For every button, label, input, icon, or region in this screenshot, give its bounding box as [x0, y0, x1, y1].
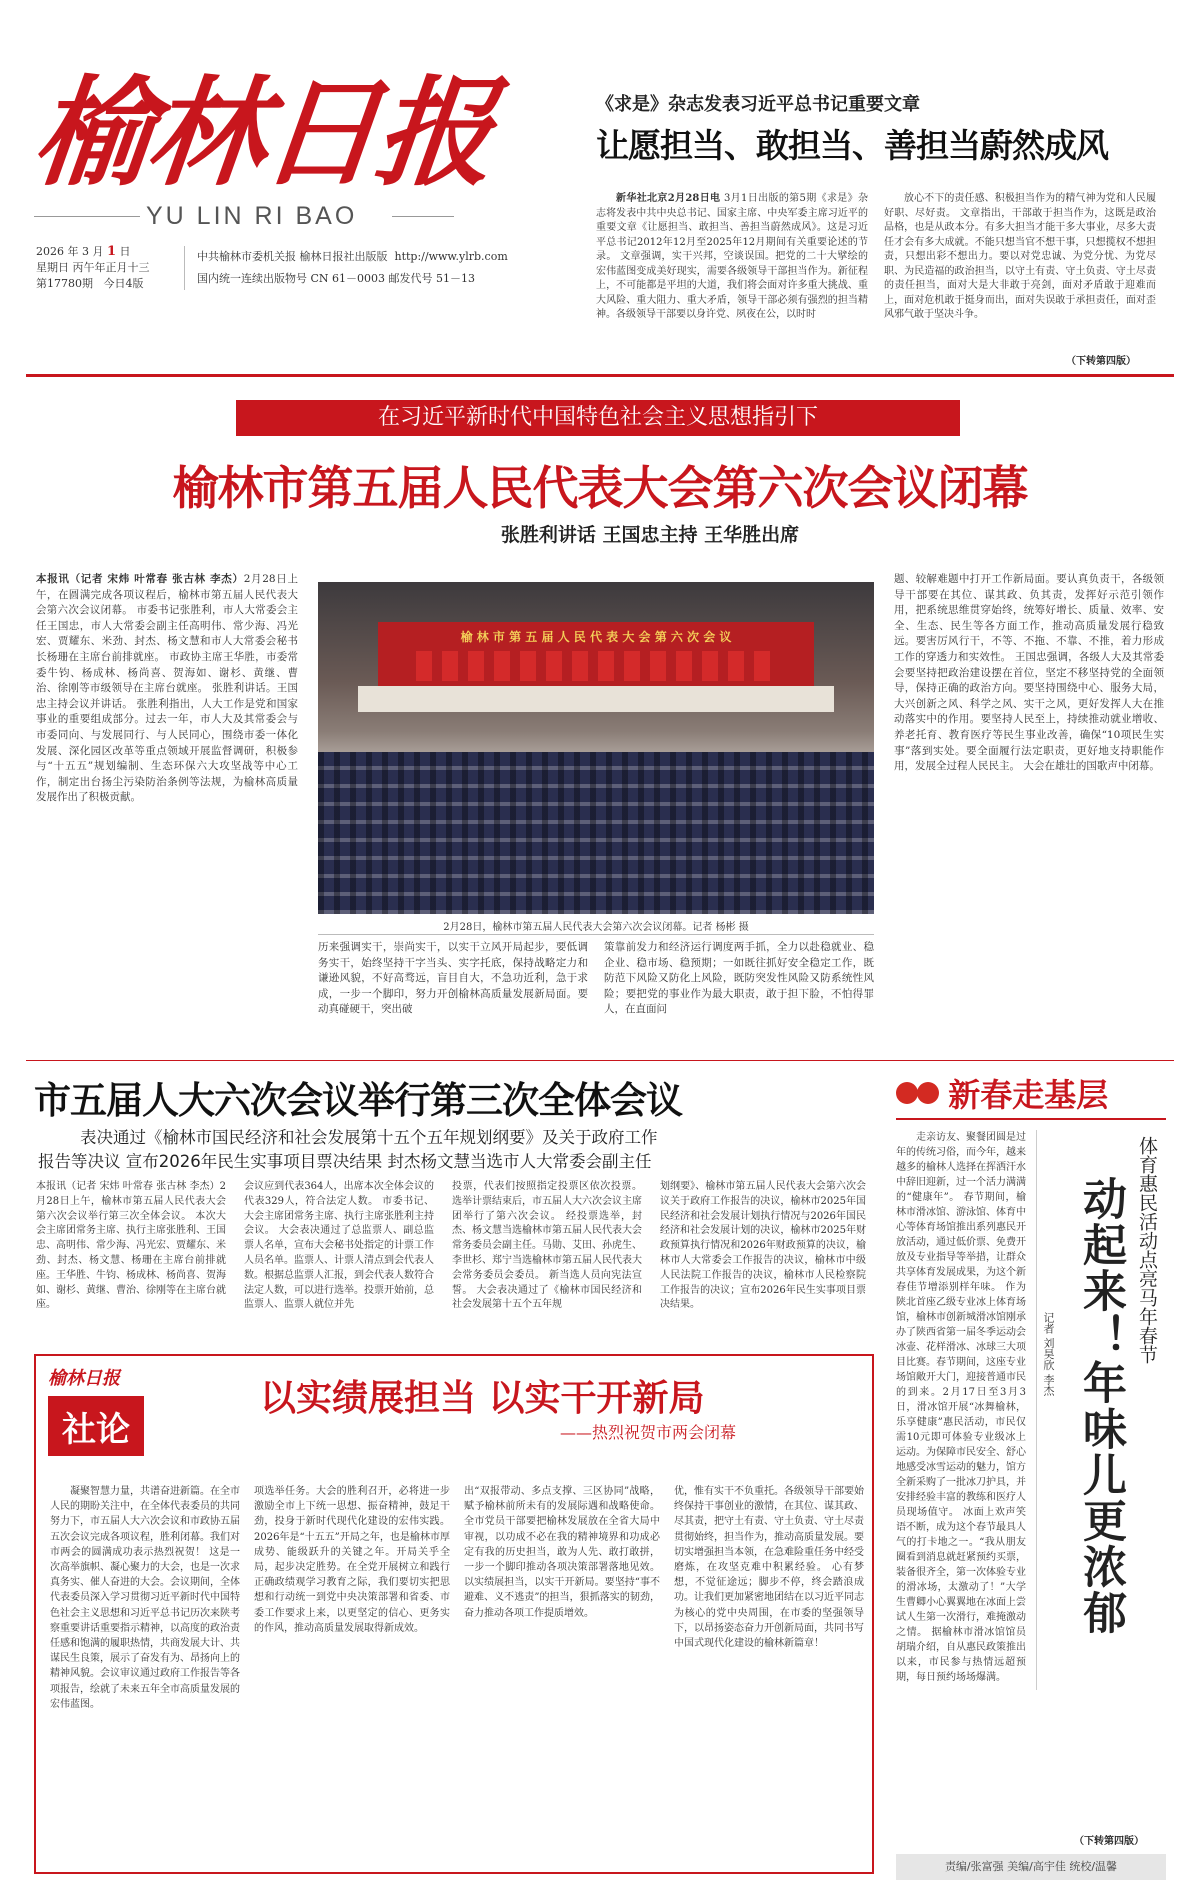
issue-date-suffix: 日 — [119, 245, 131, 258]
editorial-text-3: 出“双报带动、多点支撑、三区协同”战略，赋予榆林前所未有的发展际遇和战略使命。全市党员干部要把榆林发展放在全省大局中审视，以功成不必在我的精神境界和功成必定有我的历史担当，敢为人先、敢打敢拼，一步一个脚印推动各项决策部署落地见效。 以实绩展担当，以实干开新局。要坚持“事不避难、义不逃责”的担当，狠抓落实的韧劲，奋力推动各项工作提质增效。 — [464, 1486, 660, 1619]
feature-badge-rule — [896, 1118, 1166, 1120]
story2-column-4 — [660, 1180, 866, 1332]
photo-flags — [416, 651, 776, 681]
issue-pages: 今日4版 — [103, 277, 144, 290]
banner-kicker: 在习近平新时代中国特色社会主义思想指引下 — [377, 405, 818, 430]
editorial-tag-box — [48, 1396, 144, 1456]
publisher-info — [184, 246, 584, 290]
lead-column-2 — [884, 192, 1156, 352]
editorial-column-3 — [464, 1484, 660, 1864]
feature-headline-small — [1134, 1136, 1164, 1436]
lantern-icon-2 — [917, 1082, 939, 1104]
lead-text-2: 放心不下的责任感、积极担当作为的精气神为党和人民履好职、尽好责。 文章指出，干部敢于担当作为，这既是政治品格，也是从政本分。有多大担当才能干多大事业，尽多大责任才会有多大成就。不能只想当官不想干事，只想揽权不想担责，只想出彩不想出力。要以对党忠诚、为党分忧、为党尽职、为民造福的政治担当，以守土有责、守土负责、守土尽责的责任担当，面对大是大非敢于亮剑，面对矛盾敢于迎难而上，面对危机敢于挺身而出，面对失误敢于承担责任，面对歪风邪气敢于坚决斗争。 — [884, 193, 1156, 320]
editorial-headline: 以实绩展担当 以实干开新局 — [260, 1377, 705, 1419]
footer-bar — [896, 1854, 1166, 1880]
lantern-icon — [896, 1082, 918, 1104]
editorial-text-1: 凝聚智慧力量，共谱奋进新篇。在全市人民的期盼关注中，在全体代表委员的共同努力下，市五届人大六次会议和市政协五届五次会议完成各项议程，胜利闭幕。我们对市两会的圆满成功表示热烈祝贺！ 这是一次高举旗帜、凝心聚力的大会，也是一次求真务实、催人奋进的大会。会议期间，全体代表委员深入学习贯彻习近平新时代中国特色社会主义思想和习近平总书记历次来陕考察重要讲话重要指示精神，以高度的政治责任感和饱满的履职热情，共商发展大计、共谋民生良策，展示了奋发有为、昂扬向上的精神风貌。会议审议通过政府工作报告等各项报告，绘就了未来五年全市高质量发展的宏伟蓝图。 — [50, 1486, 240, 1710]
story2-text-2: 会议应到代表364人，出席本次全体会议的代表329人，符合法定人数。 市委书记、大会主席团常务主席、执行主席张胜利主持会议。 大会表决通过了总监票人、副总监票人名单，宣布大会秘书处指定的计票工作人员名单。监票人、计票人清点到会代表人数。根据总监票人汇报，到会代表人数符合法定人数，可以进行选举。投票开始前，总监票人、监票人就位并先 — [244, 1181, 434, 1311]
story2-text-3: 投票，代表们按照指定投票区依次投票。 选举计票结束后，市五届人大六次会议主席团举行了第六次会议。 经投票选举，封杰、杨文慧当选榆林市第五届人民代表大会常务委员会副主任。马勋、艾田、孙虎生、李世杉、郑宁当选榆林市第五届人民代表大会常务委员会委员。 新当选人员向宪法宣誓。 大会表决通过了《榆林市国民经济和社会发展第十五个五年规 — [452, 1181, 642, 1311]
story2-headline: 市五届人大六次会议举行第三次全体会议 — [34, 1079, 682, 1122]
story1-photo — [318, 582, 874, 914]
masthead-divider-right — [392, 216, 454, 217]
editorial-text-4: 优，惟有实干不负重托。各级领导干部要始终保持干事创业的激情，在其位、谋其政、尽其责，把守土有责、守土负责、守土尽责贯彻始终，担当作为，推动高质量发展。要切实增强担当本领，在急难险重任务中经受磨炼，在攻坚克难中积累经验。 心有梦想，不觉征途远；脚步不停，终会踏浪成功。让我们更加紧密地团结在以习近平同志为核心的党中央周围，在市委的坚强领导下，以昂扬姿态奋力开创新局面，共同书写中国式现代化建设的榆林新篇章！ — [674, 1486, 864, 1650]
story1-text-1: 2月28日上午，在圆满完成各项议程后，榆林市第五届人民代表大会第六次会议闭幕。 市委书记张胜利，市人大常委会主任王国忠，市人大常委会副主任高明伟、常少海、冯光宏、贾耀东、米劲、封杰、杨文慧和市人大常委会秘书长杨珊在主席台前排就座。 市政协主席王华胜，市委常委牛钧、杨成林、杨尚喜、贺海如、谢杉、黄继、曹治、徐刚等市级领导在主席台就座。 张胜利讲话。王国忠主持会议并讲话。 张胜利指出，人大工作是党和国家事业的重要组成部分。过去一年，市人大及其常委会与市委同向、与发展同行、与人民同心，围绕市委一体化发展、深化园区改革等重点领域开展监督调研，积极参与“十五五”规划编制、生态环保六大攻坚战等中心工作，制定出台扬尘污染防治条例等法规，为榆林高质量发展作出了积极贡献。 — [36, 573, 298, 804]
story1-column-1 — [36, 572, 298, 1054]
banner-subhead: 张胜利讲话 王国忠主持 王华胜出席 — [500, 524, 800, 546]
lead-column-1 — [596, 192, 868, 366]
banner-kicker-bar — [236, 400, 960, 436]
cn-number: 国内统一连续出版物号 CN 61－0003 邮发代号 51－13 — [197, 272, 476, 285]
feature-headline-small-text: 体育惠民活动点亮马年春节 — [1136, 1136, 1158, 1364]
story2-column-2 — [244, 1180, 434, 1332]
story1-byline: 本报讯（记者 宋炜 叶常春 张古林 李杰） — [36, 573, 244, 585]
lead-headline: 让愿担当、敢担当、善担当蔚然成风 — [596, 126, 1108, 165]
story2-column-1 — [36, 1180, 226, 1332]
story1-column-3 — [604, 940, 874, 1052]
masthead-divider — [34, 216, 140, 217]
story1-text-4: 题、较解难题中打开工作新局面。要认真负责干，各级领导干部要在其位、谋其政、负其责，发挥好示范引领作用，把系统思维贯穿始终，统筹好增长、质量、效率、安全、生态、民生等各方面工作，推动高质量发展行稳致远。要害厉风行干，不等、不拖、不靠、不推，着力形成工作的穿透力和实效性。 王国忠强调，各级人大及其常委会要坚持把政治建设摆在首位，坚定不移坚持党的全面领导，保持正确的政治方向。要坚持围绕中心、服务大局，大兴创新之风、科学之风、实干之风，更好发挥人大在推动落实中的作用。要坚持人民至上，持续推动就业增收、养老托育、教育医疗等民生事业改善，确保“10项民生实事”落到实处。要全面履行法定职责，更好地支持职能作用，发展全过程人民民主。 大会在雄壮的国歌声中闭幕。 — [894, 573, 1164, 773]
story1-column-4 — [894, 572, 1164, 1054]
lead-text-1: 3月1日出版的第5期《求是》杂志将发表中共中央总书记、国家主席、中央军委主席习近平的重要文章《让愿担当、敢担当、善担当蔚然成风》。这是习近平总书记2012年12月至2025年12月期间有关重要论述的节录。 文章强调，实干兴邦，空谈误国。把党的二十大擘绘的宏伟蓝图变成美好现实，需要各级领导干部担当作为。新征程上，不可能都是平坦的大道，我们将会面对许多重大挑战、重大风险、重大阻力、重大矛盾，领导干部必须有强烈的担当精神。各级领导干部要以身许党、夙夜在公，以时时 — [596, 193, 868, 320]
publisher: 中共榆林市委机关报 榆林日报社出版版 — [197, 250, 388, 263]
website-link[interactable]: http://www.ylrb.com — [394, 250, 508, 263]
editorial-column-1 — [50, 1484, 240, 1864]
feature-inset-rule — [1036, 1130, 1037, 1690]
feature-body — [896, 1130, 1026, 1830]
issue-weekday: 星期日 丙午年正月十三 — [36, 261, 150, 274]
story2-subhead-1: 表决通过《榆林市国民经济和社会发展第十五个五年规划纲要》及关于政府工作 — [80, 1128, 658, 1147]
feature-body-2 — [1040, 1700, 1164, 1830]
feature-text: 走亲访友、聚餐团圆是过年的传统习俗，而今年，越来越多的榆林人选择在挥洒汗水中辞旧迎新，过一个活力满满的“健康年”。 春节期间，榆林市滑冰馆、游泳馆、体育中心等体育场馆推出系列惠民开放活动，通过低价票、免费开放及专业指导等举措，让群众共享体育发展成果，为这个新春佳节增添别样年味。 作为陕北首座乙级专业冰上体育场馆，榆林市创新城滑冰馆刚承办了陕西省第一届冬季运动会冰壶、花样滑冰、冰球三大项目比赛。春节期间，这座专业场馆敞开大门，迎接普通市民的到来。2月17日至3月3日，滑冰馆开展“冰舞榆林，乐享健康”惠民活动，市民仅需10元即可体验专业级冰上运动。为保障市民安全、舒心地感受冰雪运动的魅力，馆方全新采购了一批冰刀护具，并安排经验丰富的教练和医疗人员现场值守。 冰面上欢声笑语不断，成为这个春节最具人气的打卡地之一。“我从朋友圈看到消息就赶紧预约买票，装备很齐全，第一次体验专业的滑冰场，太激动了！”大学生曹卿小心翼翼地在冰面上尝试人生第一次滑行，难掩激动之情。 据榆林市滑冰馆馆员胡瑞介绍，自从惠民政策推出以来，市民参与热情远超预期，每日预约场场爆满。 — [896, 1132, 1026, 1683]
editorial-logo: 榆林日报 — [48, 1368, 120, 1389]
lead-dateline: 新华社北京2月28日电 — [616, 193, 721, 204]
photo-audience-heads — [318, 752, 874, 914]
feature-headline-big — [1068, 1176, 1130, 1696]
issue-date: 2026 年 3 月 — [36, 245, 104, 258]
issue-number: 第17780期 — [36, 277, 93, 290]
lead-continued: （下转第四版） — [1066, 356, 1136, 367]
masthead-logo — [26, 58, 498, 233]
story2-text-1: 本报讯（记者 宋炜 叶常春 张古林 李杰）2月28日上午，榆林市第五届人民代表大会第六次会议举行第三次全体会议。 本次大会主席团常务主席、执行主席张胜利、王国忠、高明伟、常少海、冯光宏、贾耀东、米劲、封杰、杨文慧、杨珊在主席台前排就座。王华胜、牛钧、杨成林、杨尚喜、贺海如、谢杉、黄继、曹治、徐刚等在主席台就座。 — [36, 1181, 226, 1311]
issue-info — [36, 244, 176, 292]
lead-kicker: 《求是》杂志发表习近平总书记重要文章 — [596, 94, 920, 115]
masthead-pinyin: YU LIN RI BAO — [146, 202, 358, 230]
photo-rostrum — [358, 686, 834, 712]
feature-continued: （下转第四版） — [1074, 1836, 1144, 1847]
photo-stage-backdrop — [378, 622, 814, 686]
story1-text-3: 策靠前发力和经济运行调度两手抓，全力以赴稳就业、稳企业、稳市场、稳预期；一如既往抓好安全稳定工作，既防范下风险又防化上风险，既防突发性风险又防系统性风险；要把党的事业作为最大职责，敢于担下脸，不怕得罪人，在直面问 — [604, 941, 874, 1016]
story1-text-2: 历来强调实干，崇尚实干，以实干立风开局起步，要低调务实干，始终坚持干字当头、实字托底，保持战略定力和谦逊风貌，不好高骛远，盲目自大，不急功近利，急于求成，一步一个脚印，努力开创榆林高质量发展新局面。要动真碰硬干，突出破 — [318, 941, 588, 1016]
feature-byline — [1040, 1312, 1060, 1462]
issue-day: 1 — [106, 244, 117, 259]
editorial-text-2: 项选举任务。大会的胜利召开，必将进一步激励全市上下统一思想、振奋精神，鼓足干劲，投身于新时代现代化建设的宏伟实践。 2026年是“十五五”开局之年，也是榆林市厚成势、能级跃升的关键之年。开局关乎全局，起步决定胜势。在全党开展树立和践行正确政绩观学习教育之际，我们要切实把思想和行动统一到党中央决策部署和省委、市委工作要求上来，以更坚定的信心、更务实的作风，推动高质量发展取得新成效。 — [254, 1486, 450, 1634]
feature-headline-big-text: 动起来！年味儿更浓郁 — [1075, 1176, 1126, 1636]
masthead-title: 榆林日报 — [26, 63, 498, 202]
caption-rule — [318, 934, 874, 935]
feature-byline-text: 记者 刘昊欣 李杰 — [1042, 1312, 1055, 1396]
story1-column-2 — [318, 940, 588, 1052]
editorial-column-2 — [254, 1484, 450, 1864]
banner-headline: 榆林市第五届人民代表大会第六次会议闭幕 — [172, 461, 1028, 515]
photo-stage-banner: 榆 林 市 第 五 届 人 民 代 表 大 会 第 六 次 会 议 — [460, 630, 732, 644]
header-rule — [26, 374, 1174, 377]
story2-subhead-2: 报告等决议 宣布2026年民生实事项目票决结果 封杰杨文慧当选市人大常委会副主任 — [38, 1152, 652, 1171]
editorial-subhead: ——热烈祝贺市两会闭幕 — [560, 1423, 737, 1442]
feature-badge-block — [896, 1070, 1166, 1116]
footer-editors: 责编/张富强 美编/高宇佳 统校/温馨 — [944, 1860, 1118, 1873]
feature-badge: 新春走基层 — [948, 1076, 1109, 1114]
editorial-tag: 社论 — [62, 1409, 130, 1450]
editorial-logo-block — [48, 1364, 158, 1474]
section-rule-1 — [26, 1060, 1174, 1061]
story1-photo-caption: 2月28日，榆林市第五届人民代表大会第六次会议闭幕。记者 杨彬 摄 — [443, 922, 749, 933]
story2-text-4: 划纲要》、榆林市第五届人民代表大会第六次会议关于政府工作报告的决议，榆林市2025年国民经济和社会发展计划执行情况与2026年国民经济和社会发展计划的决议，榆林市2025年财政预算执行情况和2026年财政预算的决议，榆林市人大常委会工作报告的决议，榆林市中级人民法院工作报告的决议，榆林市人民检察院工作报告的决议；宣布2026年民生实事项目票决结果。 — [660, 1181, 866, 1311]
story2-column-3 — [452, 1180, 642, 1332]
editorial-column-4 — [674, 1484, 864, 1864]
